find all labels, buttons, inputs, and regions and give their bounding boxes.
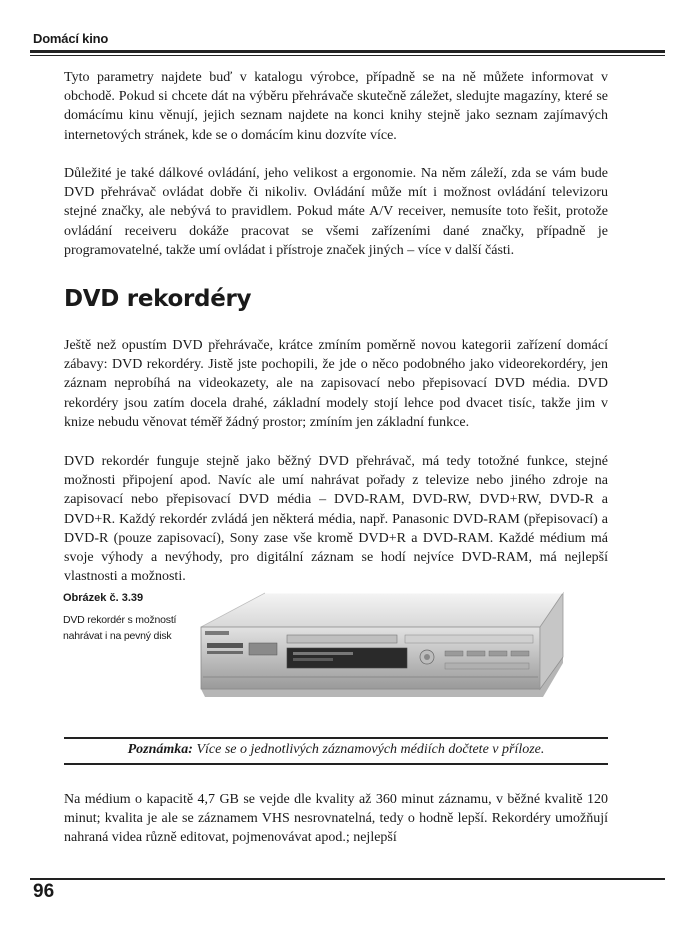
note-rule-top (64, 737, 608, 739)
paragraph-capacity: Na médium o kapacitě 4,7 GB se vejde dle kvality až 360 minut záznamu, v běžné kvalitě 120 minut; kvalita je ale se záznamem VHS nesrovnatelná, tedy o hodně lepší. Rekordéry umožňují nahraná videa různě editovat, pojmenovávat apod.; nejlepší (64, 792, 608, 846)
note-rule-bottom (64, 763, 608, 765)
paragraph-remote-control: Důležité je také dálkové ovládání, jeho velikost a ergonomie. Na něm záleží, zda se vám bude DVD přehrávač ovládat dobře či nikoliv. Ovládání může mít i možnost ovládání televizoru stejné značky, ale nebývá to pravidlem. Pokud máte A/V receiver, nemusíte toto řešit, protože ovládání receiveru dokáže pracovat se všemi zařízeními dané značky, případně je programovatelné, takže umí ovládat i přístroje značek jiných – více v další části. (64, 166, 608, 258)
paragraph-dvd-recorder-function: DVD rekordér funguje stejně jako běžný DVD přehrávač, má tedy totožné funkce, stejné možnosti připojení apod. Navíc ale umí nahrávat pořady z televize nebo jiného zdroje na zapisovací nebo přepisovací DVD média – DVD-RAM, DVD-RW, DVD+RW, DVD-R a DVD+R. Každý rekordér zvládá jen některá média, např. Panasonic DVD-RAM (přepisovací) a DVD-R (pouze zapisovací), Sony zase vše kromě DVD+R a DVD-RAM. Každé médium má svoje výhody a nevýhody, pro digitální záznam se hodí nejvíce DVD-RAM, má nejlepší vlastnosti a možnosti. (64, 454, 608, 585)
section-heading: DVD rekordéry (64, 286, 252, 312)
running-header: Domácí kino (33, 31, 109, 46)
note-label: Poznámka: (127, 742, 193, 757)
paragraph-intro: Tyto parametry najdete buď v katalogu výrobce, případně se na ně můžete informovat v obchodě. Pokud si chcete dát na výběru přehrávače skutečně záležet, sledujte magazíny, které se domácímu kinu věnují, jejich seznam najdete na konci knihy stejně jako seznam zajímavých internetových stránek, kde se o domácím kinu dozvíte více. (64, 70, 608, 143)
paragraph-dvd-recorders-intro: Ještě než opustím DVD přehrávače, krátce zmíním poměrně novou kategorii zařízení domácí zábavy: DVD rekordéry. Jistě jste pochopili, že jde o něco podobného jako videorekordéry, jen záznam neprobíhá na videokazety, ale na zapisovací nebo přepisovací DVD média. DVD rekordéry jsou zatím docela drahé, základní modely stojí lehce pod dvacet tisíc, takže jim v knize nebudu věnovat téměř žádný prostor; zmíním jen základní funkce. (64, 338, 608, 430)
header-rule-thin (30, 55, 665, 56)
figure-label: Obrázek č. 3.39 (63, 592, 144, 604)
note-body: Více se o jednotlivých záznamových médiích dočtete v příloze. (196, 742, 545, 757)
page-number: 96 (33, 881, 55, 902)
footer-rule (30, 878, 665, 880)
figure-caption: DVD rekordér s možností nahrávat i na pevný disk (63, 614, 177, 642)
header-rule (30, 50, 665, 53)
dvd-recorder-image (195, 585, 570, 715)
note (64, 742, 608, 758)
